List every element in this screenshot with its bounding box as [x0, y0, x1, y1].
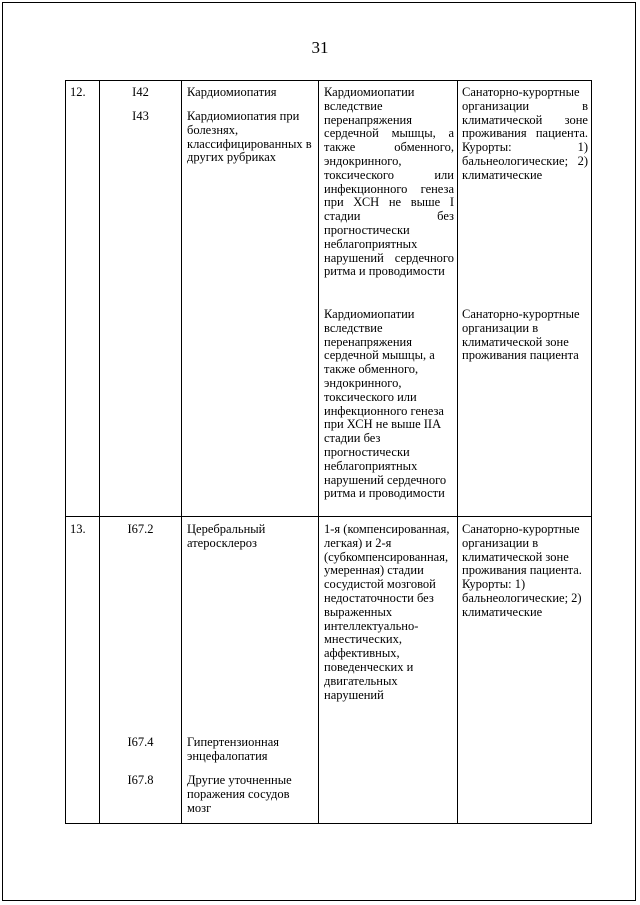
table-border-top — [65, 80, 592, 81]
column-divider — [318, 80, 319, 824]
medical-indication: Кардиомиопатии вследствие перенапряжения сердечной мышцы, а также обменного, эндокринного, токсического или инфекционного генеза при ХСН не выше I стадии без прогностически неблагоприятных нарушений сердечного ритма и проводимости — [324, 85, 454, 279]
table-border-left — [65, 80, 66, 824]
sanatorium-organization: Санаторно-курортные организации в климатической зоне проживания пациента. Курорты: 1) бальнеологические; 2) климатические — [462, 522, 582, 619]
medical-indication: Кардиомиопатии вследствие перенапряжения сердечной мышцы, а также обменного, эндокринного, токсического или инфекционного генеза при ХСН не выше IIA стадии без прогностически неблагоприятных нарушений сердечного ритма и проводимости — [324, 307, 447, 501]
row-divider — [65, 516, 592, 517]
column-divider — [457, 80, 458, 824]
disease-name: Церебральный атеросклероз — [187, 522, 266, 550]
icd-code: I67.8 — [127, 773, 154, 787]
medical-indication: 1-я (компенсированная, легкая) и 2-я (субкомпенсированная, умеренная) стадии сосудистой мозговой недостаточности без выраженных интеллектуально-мнестических, аффективных, поведенческих и двигательных нарушений — [324, 522, 450, 702]
column-divider — [181, 80, 182, 824]
sanatorium-organization: Санаторно-курортные организации в климатической зоне проживания пациента — [462, 307, 580, 363]
sanatorium-organization: Санаторно-курортные организации в климатической зоне проживания пациента. Курорты: 1) бальнеологические; 2) климатические — [462, 85, 588, 182]
disease-name: Кардиомиопатия при болезнях, классифицированных в других рубриках — [187, 109, 312, 165]
icd-code: I67.4 — [127, 735, 154, 749]
disease-name: Другие уточненные поражения сосудов мозг — [187, 773, 292, 815]
disease-name: Кардиомиопатия — [187, 85, 277, 99]
icd-code: I67.2 — [127, 522, 154, 536]
icd-code: I43 — [132, 109, 149, 123]
row-number: 12. — [70, 85, 86, 99]
table-border-right — [591, 80, 592, 824]
disease-name: Гипертензионная энцефалопатия — [187, 735, 280, 763]
icd-code: I42 — [132, 85, 149, 99]
table-border-bottom — [65, 823, 592, 824]
row-number: 13. — [70, 522, 86, 536]
page-number: 31 — [311, 38, 329, 57]
column-divider — [99, 80, 100, 824]
